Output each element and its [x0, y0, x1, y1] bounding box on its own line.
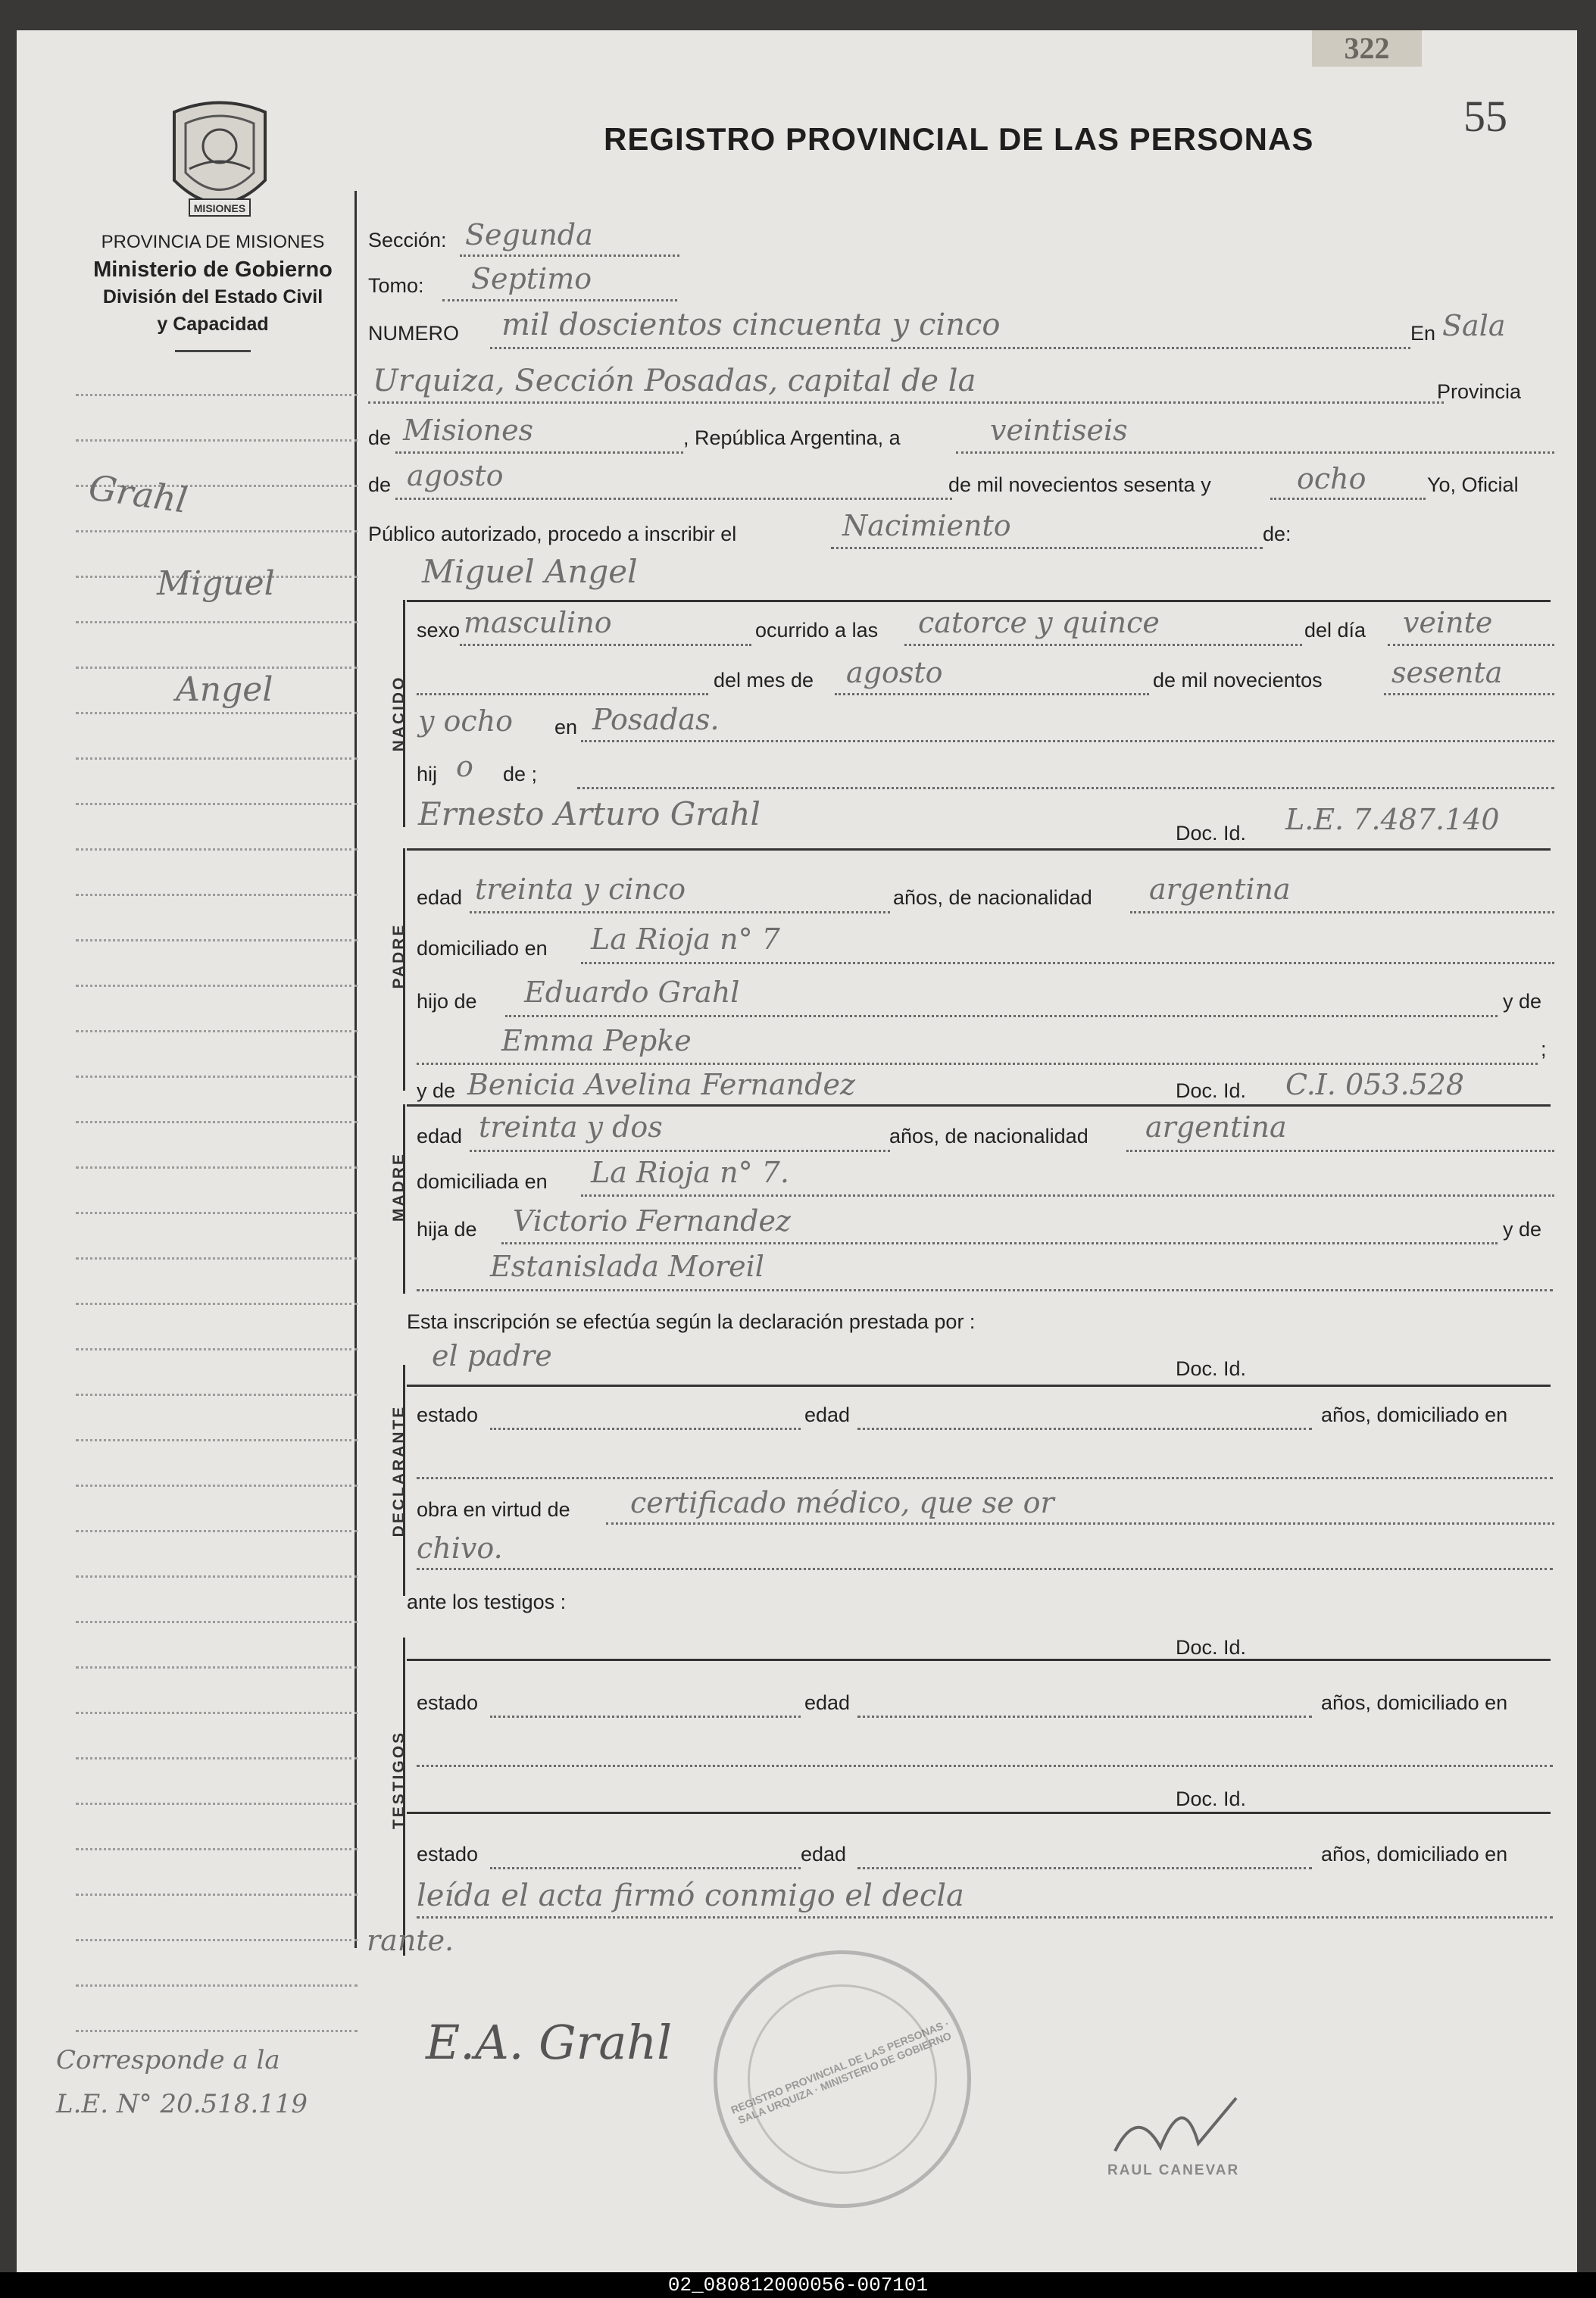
- line-provincia: [395, 451, 683, 454]
- margin-line: [76, 394, 358, 396]
- margin-line: [76, 712, 358, 714]
- crest-label: MISIONES: [193, 202, 246, 214]
- line-lugar: [581, 740, 1554, 742]
- section-label-padre: PADRE: [390, 923, 408, 989]
- line-acto: [831, 547, 1263, 549]
- value-provincia: Misiones: [403, 414, 534, 447]
- margin-line: [76, 1030, 358, 1032]
- label-de-provincia: de: [368, 426, 392, 449]
- label-del-mes: del mes de: [714, 669, 814, 692]
- margin-correspondence-1: Corresponde a la: [56, 2045, 280, 2075]
- line-edad-testigo2: [857, 1867, 1312, 1869]
- line-nac-madre: [1126, 1150, 1554, 1152]
- value-padre-edad: treinta y cinco: [475, 873, 686, 906]
- value-padre-nombre: Ernesto Arturo Grahl: [418, 795, 761, 832]
- label-de-mes: de: [368, 473, 392, 496]
- left-margin-column: [17, 30, 365, 2272]
- label-edad-testigo2: edad: [801, 1843, 847, 1866]
- margin-line: [76, 803, 358, 805]
- margin-line: [76, 939, 358, 941]
- margin-line: [76, 1984, 358, 1987]
- seal-text: REGISTRO PROVINCIAL DE LAS PERSONAS · SALA URQUIZA · MINISTERIO DE GOBIERNO: [729, 2017, 954, 2127]
- line-testigo2: [407, 1812, 1551, 1814]
- line-nombre: [407, 600, 1551, 602]
- official-stamp-name: RAUL CANEVAR: [1107, 2162, 1240, 2178]
- value-declarante: el padre: [432, 1339, 552, 1372]
- value-place-line: Urquiza, Sección Posadas, capital de la: [373, 364, 976, 398]
- label-publico: Público autorizado, procedo a inscribir el: [368, 523, 737, 545]
- margin-name2: Angel: [176, 670, 273, 709]
- margin-line: [76, 1303, 358, 1305]
- label-edad-madre: edad: [417, 1125, 463, 1147]
- line-dia: [956, 451, 1554, 454]
- label-doc-madre: Doc. Id.: [1176, 1079, 1247, 1102]
- label-en: En: [1410, 322, 1436, 345]
- label-de-mil: de mil novecientos sesenta y: [948, 473, 1211, 496]
- label-edad-padre: edad: [417, 886, 463, 909]
- label-dom-testigo1: años, domiciliado en: [1321, 1691, 1508, 1714]
- margin-line: [76, 1575, 358, 1578]
- value-padre-hijo-de1: Eduardo Grahl: [524, 976, 740, 1009]
- coat-of-arms-icon: [167, 97, 273, 224]
- value-dia-letras: veintiseis: [990, 414, 1128, 447]
- value-acto: Nacimiento: [842, 509, 1011, 542]
- section-label-declarante: DECLARANTE: [390, 1404, 408, 1538]
- label-nac-madre: años, de nacionalidad: [889, 1125, 1088, 1147]
- line-tomo: [442, 299, 677, 301]
- margin-line: [76, 1166, 358, 1169]
- margin-line: [76, 1848, 358, 1850]
- line-hora: [904, 644, 1302, 646]
- label-semicolon: ;: [1541, 1038, 1547, 1060]
- value-seccion: Segunda: [465, 218, 593, 251]
- line-place: [368, 401, 1444, 404]
- label-hija-de: hija de: [417, 1218, 477, 1241]
- margin-line: [76, 1076, 358, 1078]
- label-provincia: Provincia: [1437, 380, 1522, 403]
- margin-line: [76, 1348, 358, 1350]
- line-obra: [606, 1522, 1554, 1525]
- label-numero: NUMERO: [368, 322, 459, 345]
- margin-line: [76, 1757, 358, 1759]
- label-edad-testigo1: edad: [804, 1691, 851, 1714]
- margin-line: [76, 757, 358, 760]
- line-edad-madre: [470, 1150, 890, 1152]
- line-estado-testigo1: [490, 1716, 801, 1718]
- margin-surname: Grahl: [86, 467, 190, 521]
- line-hija-de2: [417, 1289, 1553, 1291]
- issuer-line2: Ministerio de Gobierno: [93, 258, 333, 282]
- label-dom-madre: domiciliada en: [417, 1170, 548, 1193]
- label-de-semicolon: de ;: [503, 763, 538, 785]
- margin-line: [76, 1439, 358, 1441]
- label-estado-testigo1: estado: [417, 1691, 479, 1714]
- label-obra: obra en virtud de: [417, 1498, 570, 1521]
- value-dia: veinte: [1403, 606, 1493, 639]
- document-page: [17, 30, 1577, 2272]
- margin-line: [76, 621, 358, 623]
- label-seccion: Sección:: [368, 229, 447, 251]
- margin-line: [76, 1803, 358, 1805]
- label-dom-testigo2: años, domiciliado en: [1321, 1843, 1508, 1866]
- value-mes-nac: agosto: [846, 656, 943, 689]
- official-signature-icon: [1107, 2075, 1244, 2166]
- line-numero: [490, 347, 1410, 349]
- line-hij: [577, 787, 1554, 789]
- line-declarante: [407, 1385, 1551, 1387]
- issuer-line3: División del Estado Civil: [102, 286, 323, 308]
- line-edad-padre: [470, 911, 890, 913]
- margin-line: [76, 1894, 358, 1896]
- label-del-dia: del día: [1304, 619, 1366, 642]
- value-lugar: Posadas.: [592, 703, 720, 736]
- label-ante-testigos: ante los testigos :: [407, 1591, 567, 1613]
- margin-line: [76, 1939, 358, 1941]
- line-dom-madre: [581, 1194, 1554, 1197]
- line-obra2: [417, 1568, 1553, 1570]
- margin-line: [76, 1394, 358, 1396]
- margin-line: [76, 1485, 358, 1487]
- line-mes: [395, 498, 952, 500]
- line-seccion: [460, 254, 679, 257]
- margin-line: [76, 985, 358, 987]
- line-estado-declarante: [490, 1428, 801, 1430]
- line-nac-padre: [1130, 911, 1554, 913]
- value-madre-nombre: Benicia Avelina Fernandez: [467, 1068, 855, 1101]
- label-tomo: Tomo:: [368, 274, 424, 297]
- value-numero: mil doscientos cincuenta y cinco: [501, 308, 1001, 342]
- label-y-de-madre2: y de: [1503, 1218, 1542, 1241]
- margin-line: [76, 439, 358, 442]
- line-hija-de: [501, 1242, 1498, 1244]
- label-de-colon: de:: [1263, 523, 1291, 545]
- margin-name1: Miguel: [157, 564, 275, 603]
- label-declaracion: Esta inscripción se efectúa según la declaración prestada por :: [407, 1310, 976, 1333]
- value-anio: ocho: [1297, 462, 1366, 495]
- label-hijo-de: hijo de: [417, 990, 477, 1013]
- official-seal: [714, 1950, 971, 2208]
- margin-line: [76, 1712, 358, 1714]
- value-madre-hija-de1: Victorio Fernandez: [513, 1204, 792, 1238]
- line-mes-nac: [835, 693, 1149, 695]
- line-edad-testigo1: [857, 1716, 1312, 1718]
- issuer-line1: PROVINCIA DE MISIONES: [101, 232, 325, 252]
- section-label-nacido: NACIDO: [390, 675, 408, 752]
- label-republica: , República Argentina, a: [683, 426, 901, 449]
- document-title: REGISTRO PROVINCIAL DE LAS PERSONAS: [604, 121, 1314, 157]
- line-madre: [407, 1104, 1551, 1107]
- margin-correspondence-2: L.E. N° 20.518.119: [56, 2089, 308, 2119]
- value-madre-nac: argentina: [1145, 1110, 1287, 1144]
- issuer-block: [43, 229, 383, 338]
- page-number: 55: [1463, 92, 1507, 141]
- line-sexo: [460, 644, 751, 646]
- value-madre-doc: C.I. 053.528: [1285, 1068, 1465, 1101]
- label-hij: hij: [417, 763, 438, 785]
- value-nota1: leída el acta firmó conmigo el decla: [417, 1878, 964, 1913]
- issuer-divider: [175, 350, 251, 352]
- label-sexo: sexo: [417, 619, 461, 642]
- value-padre-hijo-de2: Emma Pepke: [501, 1024, 692, 1057]
- margin-line: [76, 1257, 358, 1260]
- value-tomo: Septimo: [471, 262, 592, 295]
- value-mes: agosto: [407, 459, 504, 492]
- label-doc-testigo1: Doc. Id.: [1176, 1636, 1247, 1659]
- line-anio-nac: [1384, 693, 1554, 695]
- line-padre: [407, 848, 1551, 851]
- line-hijo-de: [505, 1015, 1498, 1017]
- line-anio: [1270, 498, 1426, 500]
- value-anio-nac1: sesenta: [1391, 656, 1503, 689]
- value-en: Sala: [1442, 309, 1506, 342]
- value-sexo: masculino: [464, 606, 612, 639]
- margin-line: [76, 894, 358, 896]
- corner-tab-number: 322: [1312, 30, 1422, 67]
- line-hijo-de2: [417, 1063, 1538, 1065]
- label-yo-oficial: Yo, Oficial: [1427, 473, 1519, 496]
- label-estado-declarante: estado: [417, 1403, 479, 1426]
- margin-line: [76, 2030, 358, 2032]
- margin-line: [76, 530, 358, 532]
- line-dom-declarante: [417, 1477, 1553, 1479]
- margin-line: [76, 1666, 358, 1669]
- line-dom-padre: [581, 962, 1554, 964]
- value-hora: catorce y quince: [918, 606, 1160, 639]
- label-estado-testigo2: estado: [417, 1843, 479, 1866]
- line-nac-pre: [417, 693, 708, 695]
- value-madre-edad: treinta y dos: [479, 1110, 663, 1144]
- margin-line: [76, 848, 358, 851]
- section-label-testigos: TESTIGOS: [390, 1730, 408, 1830]
- label-dom-declarante: años, domiciliado en: [1321, 1403, 1508, 1426]
- issuer-line4: y Capacidad: [157, 314, 269, 335]
- label-doc-declarante: Doc. Id.: [1176, 1357, 1247, 1380]
- line-nota1: [417, 1916, 1553, 1919]
- margin-line: [76, 1212, 358, 1214]
- label-edad-declarante: edad: [804, 1403, 851, 1426]
- value-nota2: rante.: [367, 1924, 454, 1957]
- value-obra2: chivo.: [417, 1531, 503, 1565]
- margin-line: [76, 1621, 358, 1623]
- value-madre-hija-de2: Estanislada Moreil: [490, 1250, 764, 1283]
- label-y-de-padre1: y de: [1503, 990, 1542, 1013]
- label-y-de-madre: y de: [417, 1079, 456, 1102]
- value-padre-dom: La Rioja n° 7: [591, 923, 780, 956]
- line-estado-testigo2: [490, 1867, 801, 1869]
- value-anio-nac2: y ocho: [418, 704, 514, 738]
- label-de-mil-nov: de mil novecientos: [1153, 669, 1323, 692]
- value-nombre: Miguel Angel: [422, 553, 638, 590]
- line-edad-declarante: [857, 1428, 1312, 1430]
- label-nac-padre: años, de nacionalidad: [893, 886, 1092, 909]
- margin-line: [76, 1121, 358, 1123]
- value-hij-suffix: o: [456, 750, 473, 783]
- line-dom-testigo1: [417, 1765, 1553, 1767]
- value-padre-nac: argentina: [1149, 873, 1291, 906]
- section-label-madre: MADRE: [390, 1152, 408, 1222]
- label-doc-testigo2: Doc. Id.: [1176, 1788, 1247, 1810]
- margin-line: [76, 1530, 358, 1532]
- label-en-nac: en: [554, 716, 578, 738]
- label-dom-padre: domiciliado en: [417, 937, 548, 960]
- form-frame-line: [354, 191, 357, 1948]
- value-madre-dom: La Rioja n° 7.: [591, 1156, 789, 1189]
- value-padre-doc: L.E. 7.487.140: [1285, 803, 1500, 836]
- declarant-signature: E.A. Grahl: [426, 2015, 673, 2070]
- label-ocurrido: ocurrido a las: [755, 619, 879, 642]
- line-testigo1: [407, 1659, 1551, 1661]
- margin-line: [76, 667, 358, 669]
- label-doc-padre: Doc. Id.: [1176, 822, 1247, 845]
- image-caption: 02_080812000056-007101: [0, 2272, 1596, 2298]
- value-obra1: certificado médico, que se or: [630, 1486, 1054, 1519]
- line-dia-nac: [1388, 644, 1554, 646]
